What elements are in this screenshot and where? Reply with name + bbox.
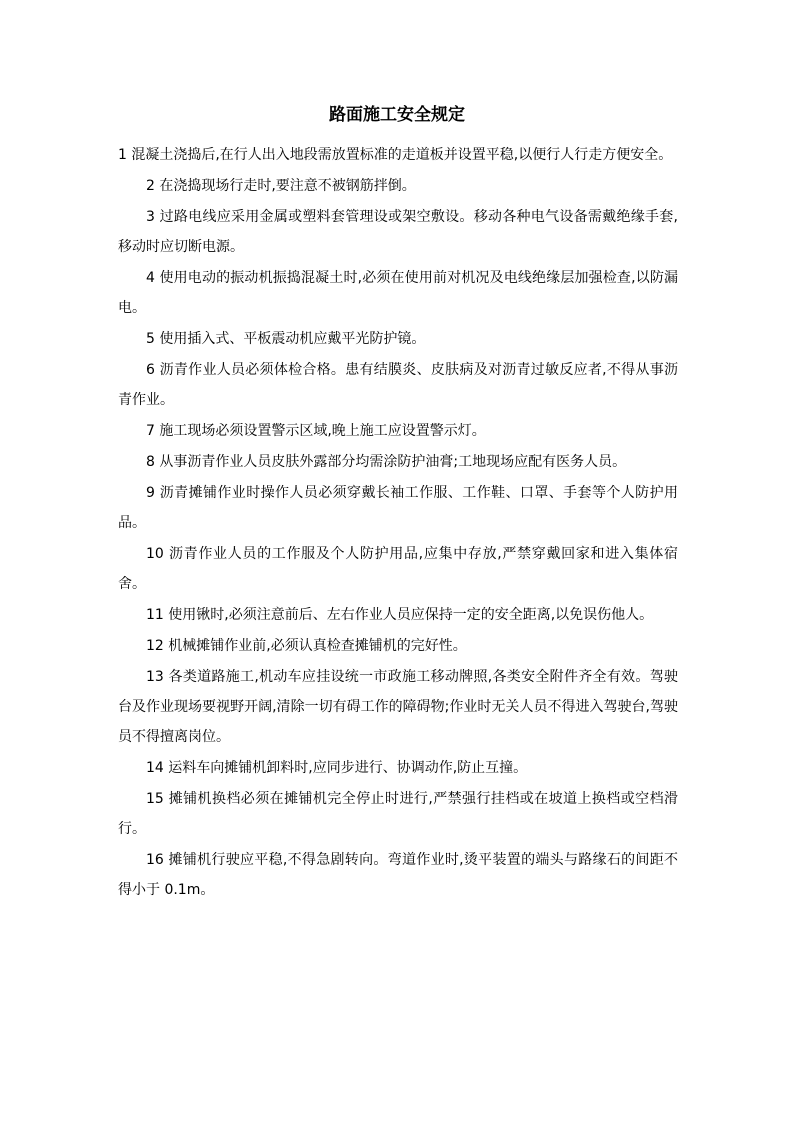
document-title: 路面施工安全规定 <box>329 105 465 125</box>
paragraph-11: 11 使用锹时,必须注意前后、左右作业人员应保持一定的安全距离,以免误伤他人。 <box>146 607 654 623</box>
paragraph-5: 5 使用插入式、平板震动机应戴平光防护镜。 <box>146 331 426 347</box>
paragraph-8: 8 从事沥青作业人员皮肤外露部分均需涂防护油膏;工地现场应配有医务人员。 <box>146 454 627 470</box>
paragraph-15: 15 摊铺机换档必须在摊铺机完全停止时进行,严禁强行挂档或在坡道上换档或空档滑行。 <box>118 791 678 837</box>
paragraph-7: 7 施工现场必须设置警示区域,晚上施工应设置警示灯。 <box>146 423 486 439</box>
paragraph-12: 12 机械摊铺作业前,必须认真检查摊铺机的完好性。 <box>146 638 467 654</box>
paragraph-14: 14 运料车向摊铺机卸料时,应同步进行、协调动作,防止互撞。 <box>146 760 528 776</box>
paragraph-13: 13 各类道路施工,机动车应挂设统一市政施工移动牌照,各类安全附件齐全有效。驾驶台及作业现场要视野开阔,清除一切有碍工作的障碍物;作业时无关人员不得进入驾驶台,驾驶员不得擅离岗位。 <box>118 669 678 745</box>
paragraph-9: 9 沥青摊铺作业时操作人员必须穿戴长袖工作服、工作鞋、口罩、手套等个人防护用品。 <box>118 485 678 531</box>
document-body <box>118 140 678 906</box>
paragraph-16: 16 摊铺机行驶应平稳,不得急剧转向。弯道作业时,烫平装置的端头与路缘石的间距不得小于 0.1m。 <box>118 852 678 898</box>
paragraph-1: 1 混凝土浇捣后,在行人出入地段需放置标准的走道板并设置平稳,以便行人行走方便安全。 <box>118 147 673 163</box>
paragraph-6: 6 沥青作业人员必须体检合格。患有结膜炎、皮肤病及对沥青过敏反应者,不得从事沥青作业。 <box>118 362 678 408</box>
paragraph-2: 2 在浇捣现场行走时,要注意不被钢筋拌倒。 <box>146 178 416 194</box>
paragraph-4: 4 使用电动的振动机振捣混凝土时,必须在使用前对机况及电线绝缘层加强检查,以防漏电。 <box>118 270 678 316</box>
paragraph-3: 3 过路电线应采用金属或塑料套管理设或架空敷设。移动各种电气设备需戴绝缘手套,移动时应切断电源。 <box>118 209 678 255</box>
paragraph-10: 10 沥青作业人员的工作服及个人防护用品,应集中存放,严禁穿戴回家和进入集体宿舍。 <box>118 546 678 592</box>
